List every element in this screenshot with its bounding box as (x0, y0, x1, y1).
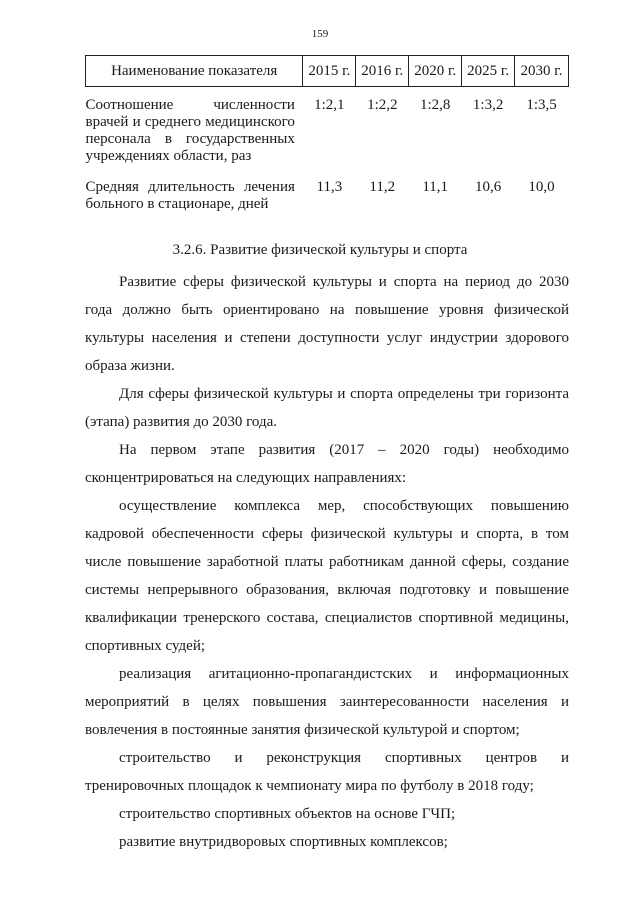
table-cell: 10,6 (474, 179, 502, 195)
list-item: осуществление комплекса мер, способствующих повышению кадровой обеспеченности сферы физической культуры и спорта, в том числе повышение заработной платы работникам данной сферы, создание системы непрерывного образования, включая подготовку и повышение квалификации тренерского состава, специалистов спортивной медицины, спортивных судей; (85, 498, 569, 654)
section-title: 3.2.6. Развитие физической культуры и спорта (172, 242, 468, 258)
table-cell: 1:2,2 (367, 97, 398, 113)
table-cell: 1:3,5 (526, 97, 557, 113)
paragraph: Для сферы физической культуры и спорта определены три горизонта (этапа) развития до 2030 года. (85, 386, 569, 430)
table-cell: 11,2 (369, 179, 396, 195)
column-header: 2025 г. (462, 56, 515, 87)
table-cell: 1:2,8 (419, 97, 451, 113)
paragraph: Развитие сферы физической культуры и спорта на период до 2030 года должно быть ориентировано на повышение уровня физической культуры населения и степени доступности услуг индустрии здорового образа жизни. (85, 274, 569, 374)
body-text (85, 268, 569, 856)
table-cell: 11,1 (422, 179, 449, 195)
list-item: строительство спортивных объектов на основе ГЧП; (119, 806, 456, 822)
list-item: строительство и реконструкция спортивных центров и тренировочных площадок к чемпионату мира по футболу в 2018 году; (85, 750, 569, 794)
column-header: Наименование показателя (86, 56, 303, 87)
table-header-row (86, 56, 569, 87)
table-cell: 11,3 (316, 179, 343, 195)
indicators-table (85, 55, 569, 213)
paragraph: На первом этапе развития (2017 – 2020 годы) необходимо сконцентрироваться на следующих направлениях: (85, 442, 569, 486)
list-item: развитие внутридворовых спортивных комплексов; (119, 834, 448, 850)
page-number: 159 (311, 28, 329, 40)
column-header: 2016 г. (356, 56, 409, 87)
table-row (86, 165, 569, 213)
column-header: 2015 г. (303, 56, 356, 87)
table-cell: 1:3,2 (472, 97, 504, 113)
column-header: 2030 г. (515, 56, 569, 87)
table-cell: 1:2,1 (314, 97, 345, 113)
column-header: 2020 г. (409, 56, 462, 87)
list-item: реализация агитационно-пропагандистских и информационных мероприятий в целях повышения заинтересованности населения и вовлечения в постоянные занятия физической культурой и спортом; (85, 666, 569, 738)
indicator-name: Соотношение численности врачей и среднего медицинского персонала в государственных учреждениях области, раз (85, 97, 295, 164)
indicator-name: Средняя длительность лечения больного в стационаре, дней (85, 179, 295, 212)
table-row (86, 87, 569, 166)
table-cell: 10,0 (528, 179, 555, 195)
